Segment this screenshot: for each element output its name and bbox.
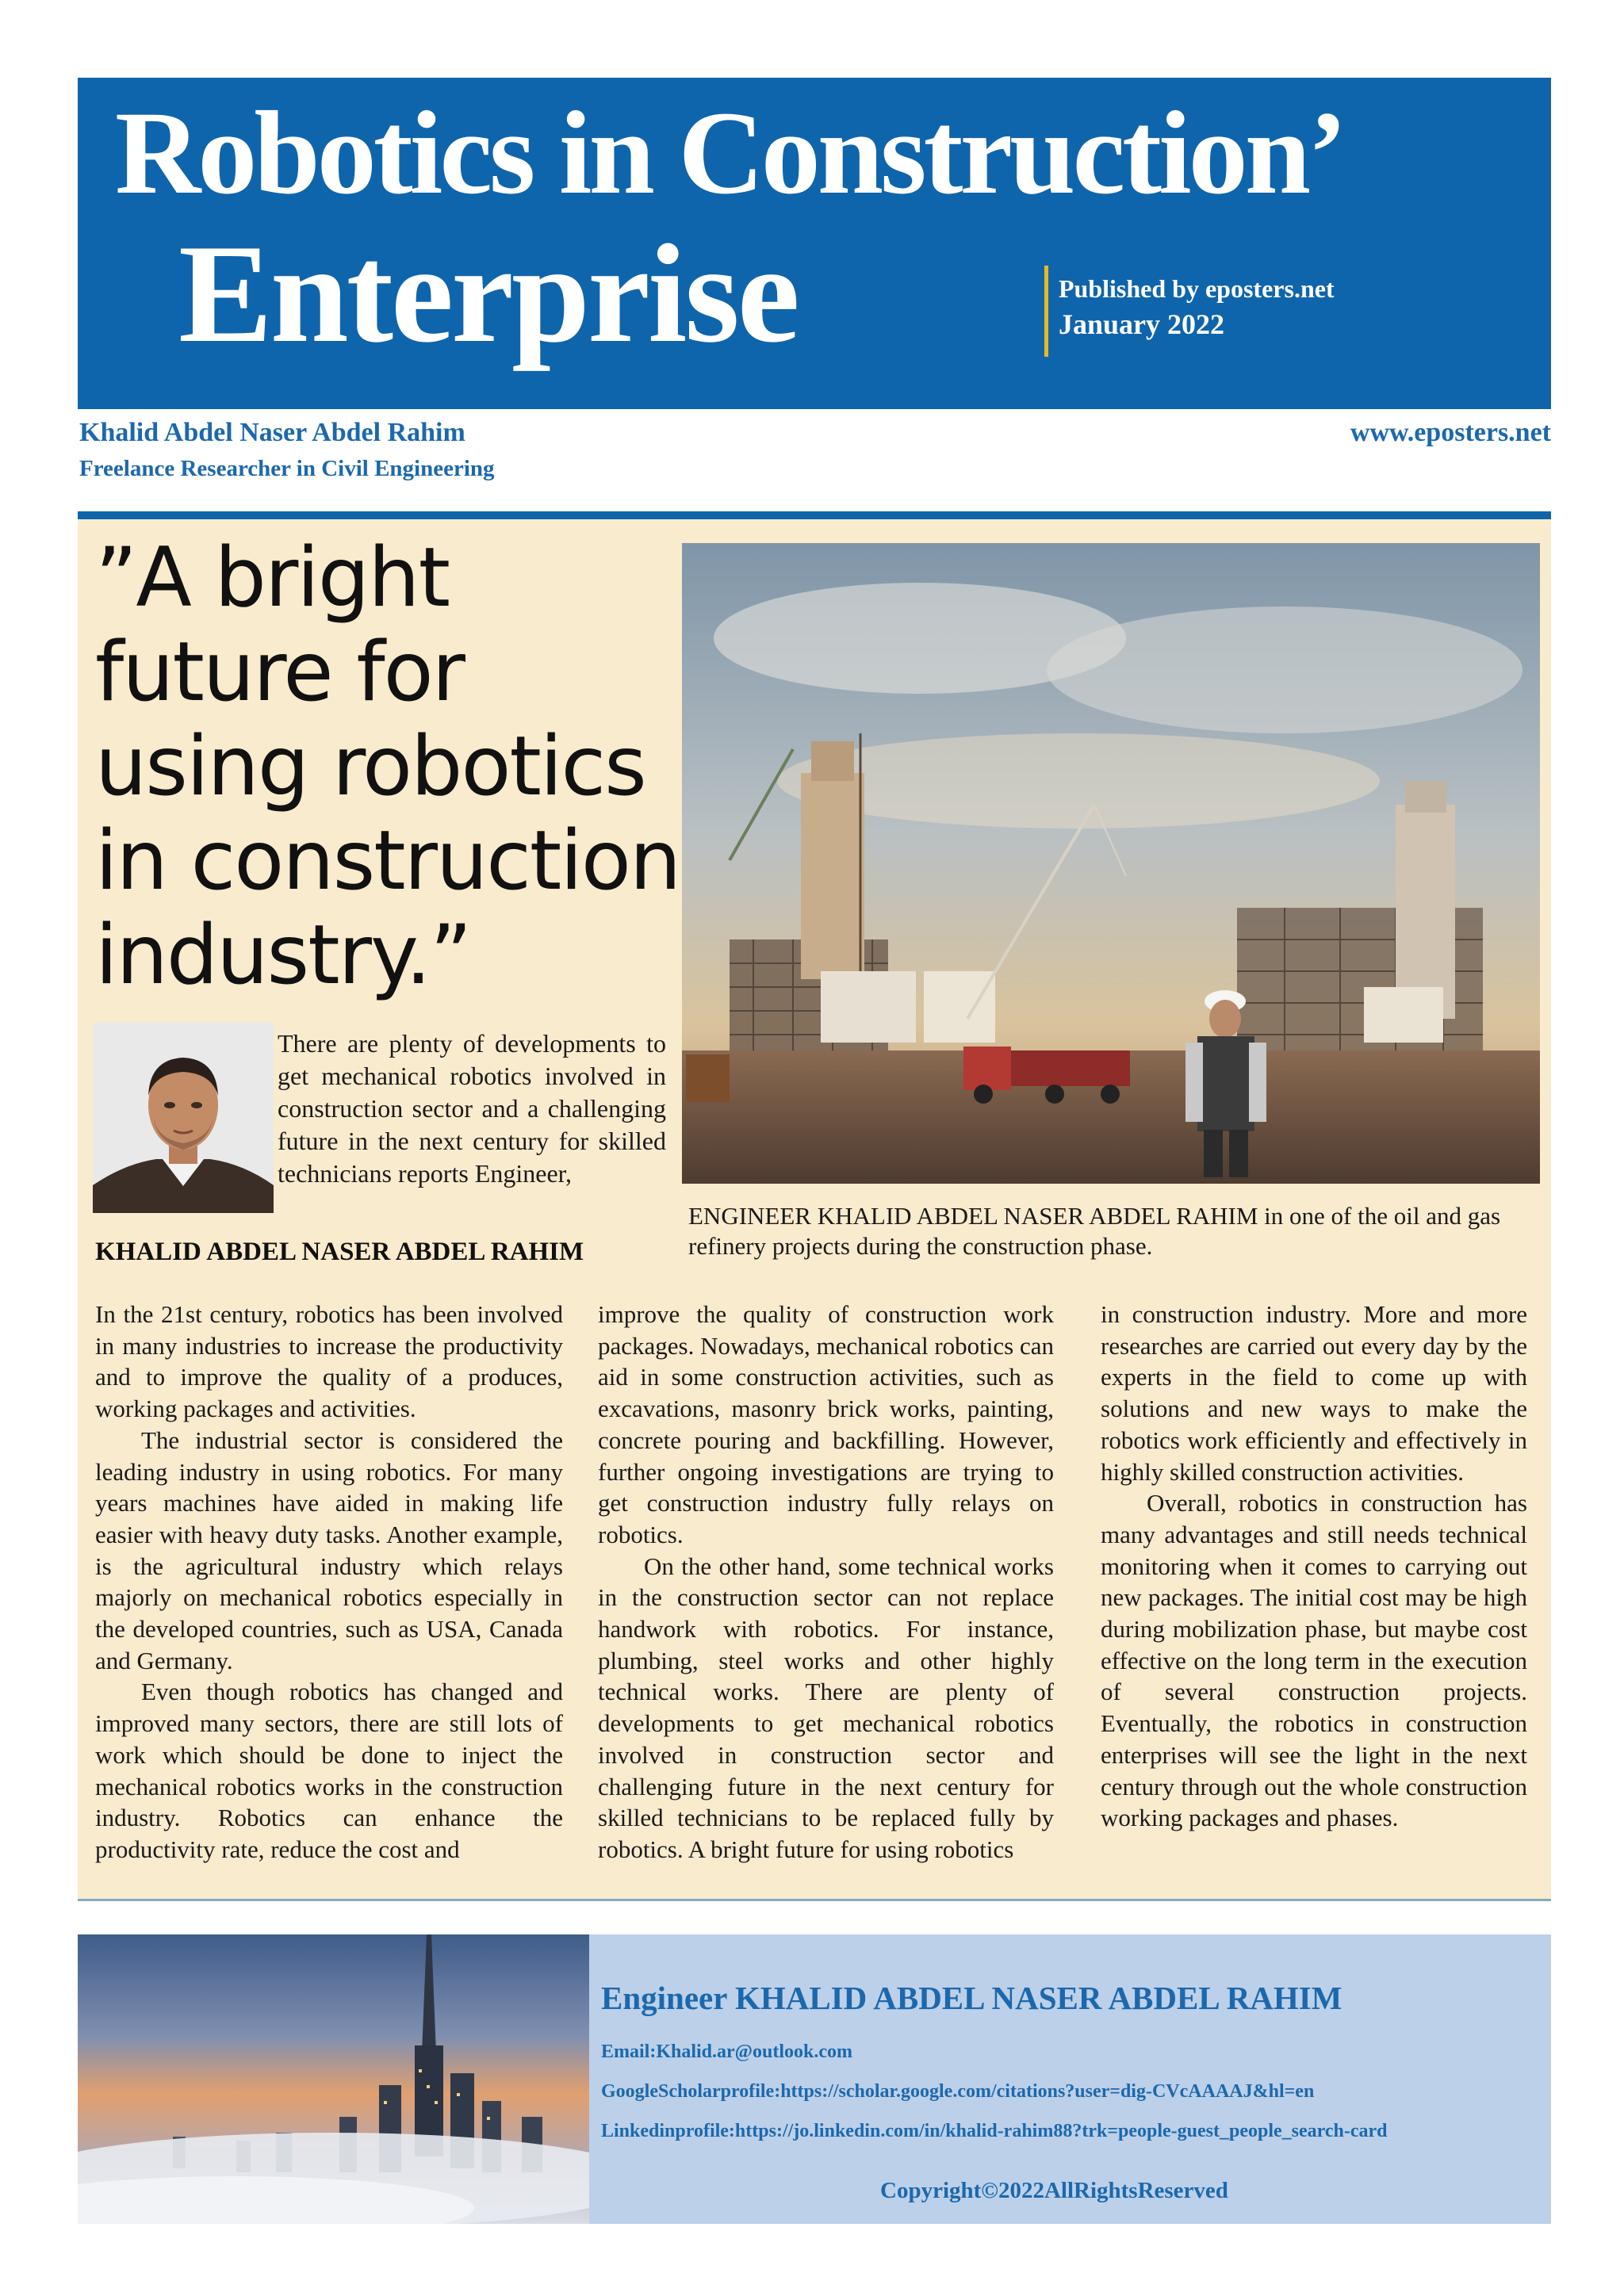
col3-paragraph-1: in construction industry. More and more researches are carried out every day by the experts in the field to come up with solutions and new ways to make the robotics work efficiently and effectively in highly skilled construction activities. [1101,1300,1527,1486]
contact-email-link[interactable]: Email:Khalid.ar@outlook.com [601,2042,853,2062]
col1-paragraph-1: In the 21st century, robotics has been involved in many industries to increase the productivity and to improve the quality of a produces, working packages and activities. [95,1300,563,1423]
col2-paragraph-1: improve the quality of construction work packages. Nowadays, mechanical robotics can aid in some construction activities, such as excavations, masonry brick works, painting, concrete pouring and backfilling. However, further ongoing investigations are trying to get construction industry fully relays on robotics. [598,1300,1054,1548]
feature-intro-name: KHALID ABDEL NASER ABDEL RAHIM [95,1238,584,1266]
feature-headline: ”A bright future for using robotics in construction industry.” [95,530,680,1003]
author-role: Freelance Researcher in Civil Engineering [79,456,495,481]
google-scholar-link[interactable]: GoogleScholarprofile:https://scholar.google.com/citations?user=dig-CVcAAAAJ&hl=en [601,2081,1315,2102]
masthead-title-line1: Robotics in Construction’ [115,87,1345,219]
article-column-2 [598,1299,1054,1866]
author-portrait-image [93,1023,274,1213]
footer-rule [78,1899,1551,1901]
author-name: Khalid Abdel Naser Abdel Rahim [79,418,465,447]
section-rule [78,511,1551,519]
article-column-3 [1101,1299,1527,1834]
photo-caption: ENGINEER KHALID ABDEL NASER ABDEL RAHIM in one of the oil and gas refinery projects during the construction phase. [688,1202,1501,1260]
refinery-construction-photo [682,543,1540,1184]
publisher-label: Published by eposters.net [1059,274,1335,303]
masthead-divider [1044,266,1048,357]
contact-name: Engineer KHALID ABDEL NASER ABDEL RAHIM [601,1980,1342,2016]
portrait-illustration [93,1023,274,1213]
col3-paragraph-2: Overall, robotics in construction has many advantages and still needs technical monitoring when it comes to carrying out new packages. The initial cost may be high during mobilization phase, but maybe cost effective on the long term in the execution of several construction projects. Eventually, the robotics in construction enterprises will see the light in the next century through out the whole construction working packages and phases. [1101,1489,1527,1832]
website-link[interactable]: www.eposters.net [1350,418,1551,447]
masthead-title-line2: Enterprise [178,215,798,372]
feature-intro: There are plenty of developments to get mechanical robotics involved in construction sector and a challenging future in the next century for skilled technicians reports Engineer, [278,1029,666,1188]
col1-paragraph-3: Even though robotics has changed and improved many sectors, there are still lots of work which should be done to inject the mechanical robotics works in the construction industry. Robotics can enhance the productivity rate, reduce the cost and [95,1678,563,1863]
col1-paragraph-2: The industrial sector is considered the leading industry in using robotics. For many years machines have aided in making life easier with heavy duty tasks. Another example, is the agricultural industry which relays majorly on mechanical robotics especially in the developed countries, such as USA, Canada and Germany. [95,1425,563,1674]
skyline-illustration [78,1934,589,2224]
publication-date: January 2022 [1059,308,1225,340]
copyright-notice: Copyright©2022AllRightsReserved [880,2178,1228,2203]
col2-paragraph-2: On the other hand, some technical works in the construction sector can not replace handwork with robotics. For instance, plumbing, steel works and other highly technical works. There are plenty of developments to get mechanical robotics involved in construction sector and challenging future in the next century for skilled technicians to be replaced fully by robotics. A bright future for using robotics [598,1552,1054,1863]
refinery-illustration [682,543,1540,1184]
city-skyline-image [78,1934,589,2224]
article-column-1 [95,1299,563,1866]
linkedin-link[interactable]: Linkedinprofile:https://jo.linkedin.com/in/khalid-rahim88?trk=people-guest_people_search-card [601,2121,1388,2141]
